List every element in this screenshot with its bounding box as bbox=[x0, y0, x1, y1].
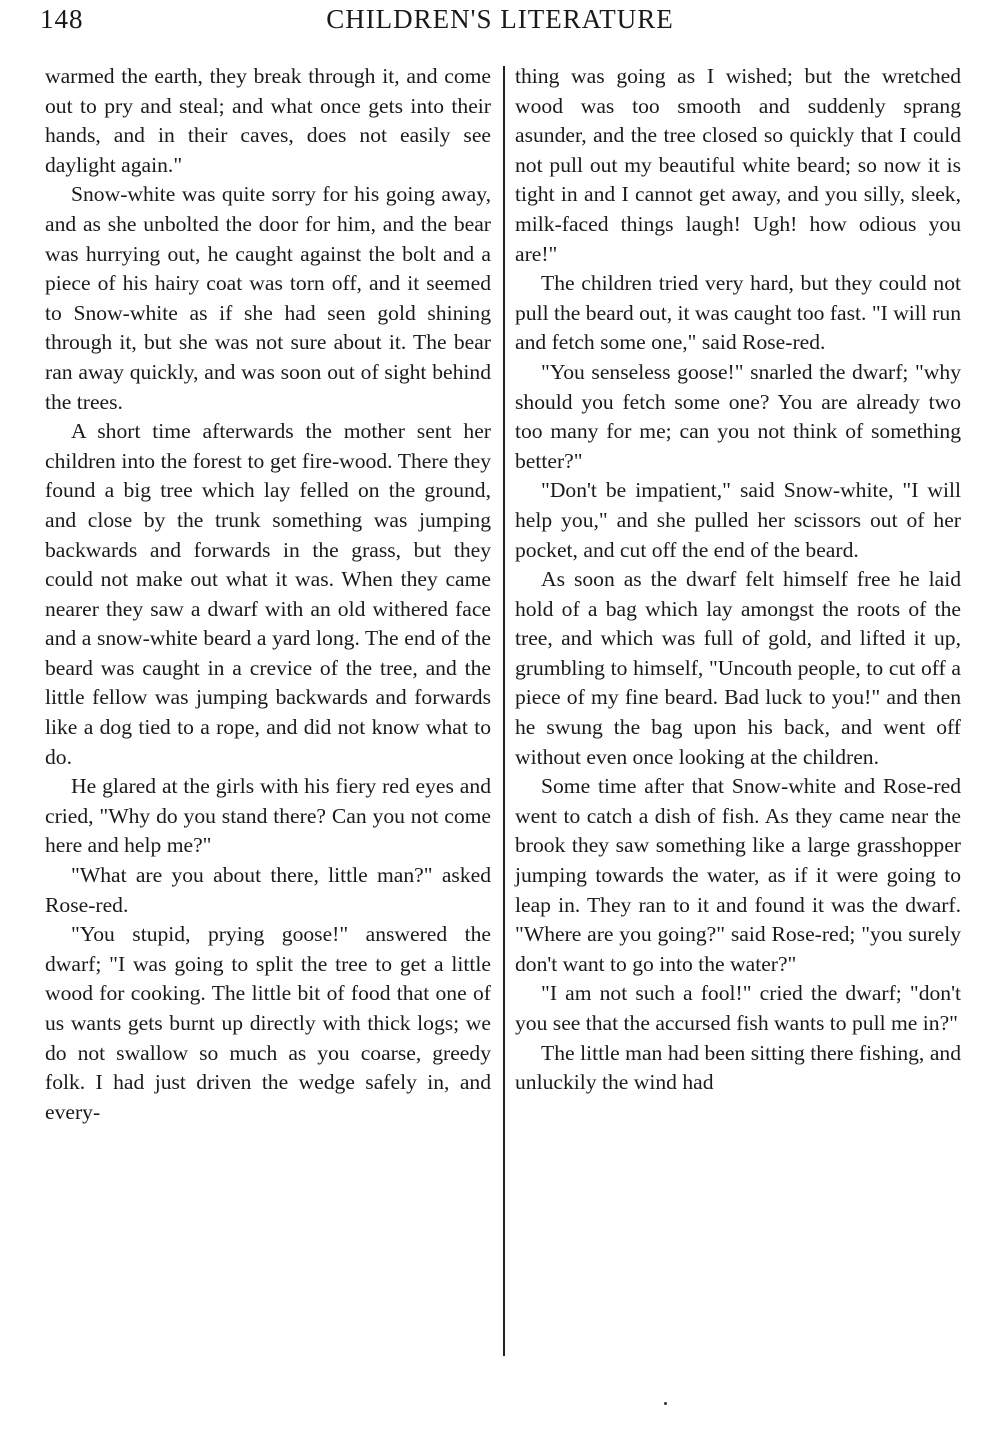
paragraph: The children tried very hard, but they could not pull the beard out, it was caught too fast. "I will run and fetch some one," said Rose-red. bbox=[515, 271, 961, 355]
paragraph: Snow-white was quite sorry for his going away, and as she unbolted the door for him, and the bear was hurrying out, he caught against the bolt and a piece of his hairy coat was torn off, and it seemed to Snow-white as if she had seen gold shining through it, but she was not sure about it. The bear ran away quickly, and was soon out of sight behind the trees. bbox=[45, 182, 491, 414]
left-column bbox=[45, 62, 491, 1127]
column-divider bbox=[503, 66, 505, 1356]
paragraph: Some time after that Snow-white and Rose-red went to catch a dish of fish. As they came near the brook they saw something like a large grasshopper jumping towards the water, as if it were going to leap in. They ran to it and found it was the dwarf. "Where are you going?" said Rose-red; "you surely don't want to go into the water?" bbox=[515, 774, 961, 976]
paragraph: The little man had been sitting there fishing, and unluckily the wind had bbox=[515, 1040, 961, 1095]
paragraph: "What are you about there, little man?" asked Rose-red. bbox=[45, 863, 491, 917]
paragraph: A short time afterwards the mother sent her children into the forest to get fire-wood. There they found a big tree which lay felled on the ground, and close by the trunk something was jumping backwards and forwards in the grass, but they could not make out what it was. When they came nearer they saw a dwarf with an old withered face and a snow-white beard a yard long. The end of the beard was caught in a crevice of the tree, and the little fellow was jumping backwards and forwards like a dog tied to a rope, and did not know what to do. bbox=[45, 419, 491, 769]
paragraph: warmed the earth, they break through it, and come out to pry and steal; and what once gets into their hands, and in their caves, does not easily see daylight again." bbox=[45, 64, 491, 177]
paragraph: "You senseless goose!" snarled the dwarf; "why should you fetch some one? You are already two too many for me; can you not think of something better?" bbox=[515, 359, 961, 473]
page-header bbox=[40, 4, 960, 40]
paragraph: thing was going as I wished; but the wretched wood was too smooth and suddenly sprang asunder, and the tree closed so quickly that I could not pull out my beautiful white beard; so now it is tight in and I cannot get away, and you silly, sleek, milk-faced things laugh! Ugh! how odious you are!" bbox=[515, 64, 961, 266]
page-number: 148 bbox=[40, 4, 84, 34]
paragraph: As soon as the dwarf felt himself free he laid hold of a bag which lay amongst the roots of the tree, and which was full of gold, and lifted it up, grumbling to himself, "Uncouth people, to cut off a piece of my fine beard. Bad luck to you!" and then he swung the bag upon his back, and went off without even once looking at the children. bbox=[515, 567, 961, 769]
paragraph: He glared at the girls with his fiery red eyes and cried, "Why do you stand there? Can you not come here and help me?" bbox=[45, 774, 491, 858]
right-column bbox=[515, 62, 961, 1098]
paragraph: "Don't be impatient," said Snow-white, "I will help you," and she pulled her scissors out of her pocket, and cut off the end of the beard. bbox=[515, 478, 961, 562]
print-speck bbox=[664, 1402, 667, 1405]
running-title: CHILDREN'S LITERATURE bbox=[326, 4, 674, 34]
paragraph: "I am not such a fool!" cried the dwarf; "don't you see that the accursed fish wants to pull me in?" bbox=[515, 981, 961, 1035]
paragraph: "You stupid, prying goose!" answered the dwarf; "I was going to split the tree to get a little wood for cooking. The little bit of food that one of us wants gets burnt up directly with thick logs; we do not swallow so much as you coarse, greedy folk. I had just driven the wedge safely in, and every- bbox=[45, 922, 491, 1124]
